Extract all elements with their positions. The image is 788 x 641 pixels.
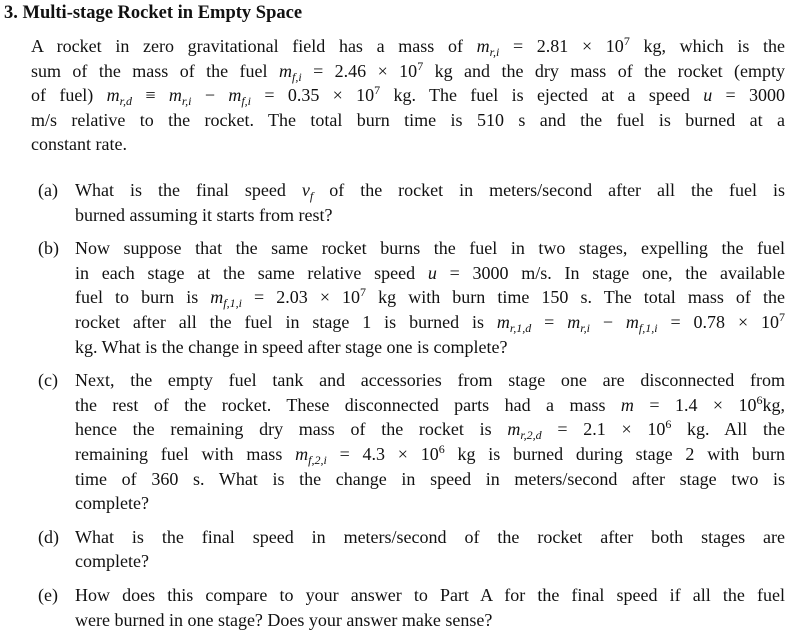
intro-line: of fuel) $m_{r,d} \equiv m_{r,i} - m_{f,i} = 0.35 \times 10^7$ kg. The fuel is ejected at a speed u = 3000 [31, 83, 786, 109]
intro-line: A rocket in zero gravitational field has a mass of $m_{r,i} = 2.81 \times 10^7$ kg, which is the [31, 34, 785, 59]
intro-line: constant rate. [31, 134, 127, 155]
part-line: time of 360 s. What is the change in speed in meters/second after stage two is [75, 468, 785, 489]
part-label: (e) [38, 584, 58, 605]
part-body [75, 525, 785, 574]
question-parts [31, 178, 785, 641]
part-body [75, 178, 785, 227]
part-line: in each stage at the same relative speed u = 3000 m/s. In stage one, the available [75, 262, 785, 283]
part-line: complete? [75, 551, 149, 572]
question-part-d [31, 525, 785, 574]
part-body [75, 583, 785, 632]
part-line: How does this compare to your answer to Part A for the final speed if all the fuel [75, 584, 785, 605]
part-label: (c) [38, 370, 58, 391]
part-body [75, 368, 785, 516]
part-line: Now suppose that the same rocket burns the fuel in two stages, expelling the fuel [75, 238, 785, 259]
part-line: complete? [75, 493, 149, 514]
part-label: (d) [38, 526, 59, 547]
question-part-a [31, 178, 785, 227]
part-line: were burned in one stage? Does your answer make sense? [75, 609, 493, 630]
part-line: Next, the empty fuel tank and accessories from stage one are disconnected from [75, 370, 785, 391]
problem-title: 3. Multi-stage Rocket in Empty Space [4, 3, 303, 23]
part-line: burned assuming it starts from rest? [75, 204, 333, 225]
part-body [75, 236, 785, 359]
question-part-e [31, 583, 785, 632]
part-line: hence the remaining dry mass of the rocket is $m_{r,2,d} = 2.1 \times 10^6$ kg. All the [75, 417, 785, 443]
part-line: remaining fuel with mass $m_{f,2,i} = 4.3 \times 10^6$ kg is burned during stage 2 with burn [75, 441, 785, 467]
part-label: (a) [38, 180, 58, 200]
part-line: What is the final speed $v_f$ of the rocket in meters/second after all the fuel is [75, 180, 785, 203]
part-line: the rest of the rocket. These disconnected parts had a mass $m = 1.4 \times 10^6kg$, [75, 392, 785, 415]
part-line: What is the final speed in meters/second of the rocket after both stages are [75, 526, 785, 547]
intro-line: sum of the mass of the fuel $m_{f,i} = 2.46 \times 10^7$ kg and the dry mass of the rocket (empty [31, 58, 785, 84]
question-part-c [31, 368, 785, 516]
part-line: rocket after all the fuel in stage 1 is burned is $m_{r,1,d} = m_{r,i} - m_{f,1,i} = 0.78 \times 10^7$ [75, 309, 786, 335]
part-line: kg. What is the change in speed after stage one is complete? [75, 336, 508, 357]
problem-intro [31, 34, 785, 157]
part-line: fuel to burn is $m_{f,1,i} = 2.03 \times 10^7$ kg with burn time 150 s. The total mass of the [75, 285, 785, 311]
part-label: (b) [38, 238, 59, 259]
intro-line: m/s relative to the rocket. The total burn time is 510 s and the fuel is burned at a [31, 109, 785, 130]
question-part-b [31, 236, 785, 359]
